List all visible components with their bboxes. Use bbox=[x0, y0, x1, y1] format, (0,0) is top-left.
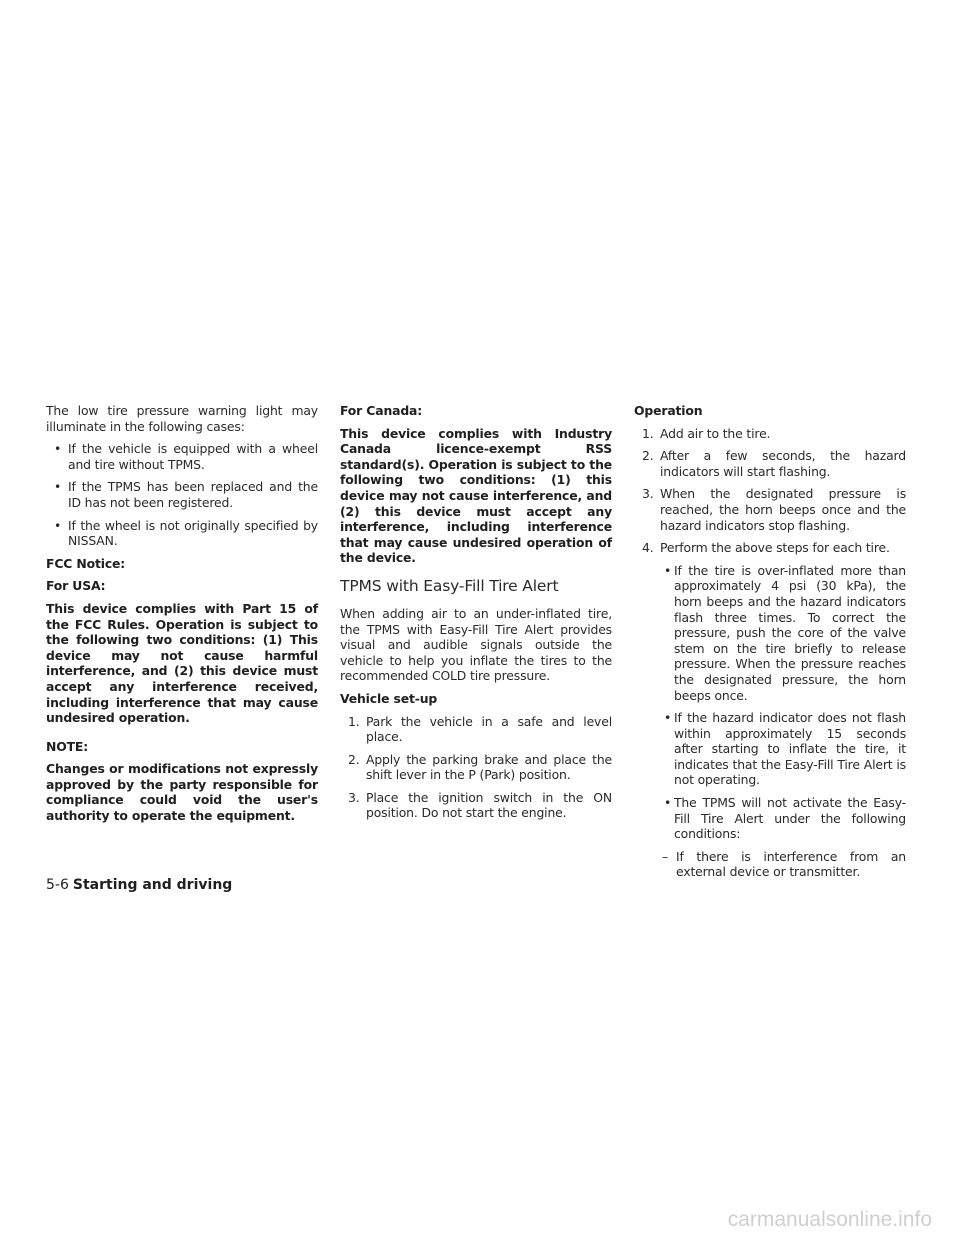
for-usa-heading: For USA: bbox=[46, 578, 106, 594]
dash-marker: – bbox=[662, 848, 669, 864]
list-item bbox=[634, 563, 906, 703]
canada-statement: This device complies with Industry Canada licence-exempt RSS standard(s). Operation is subject to the following two conditions: (1) this device may not cause interference, and (2) this device must accept any interference, including interference that may cause undesired operation of the device. bbox=[340, 425, 612, 566]
right-column bbox=[634, 403, 906, 887]
fcc-notice-heading: FCC Notice: bbox=[46, 555, 126, 571]
bullet-marker: • bbox=[664, 795, 672, 811]
list-item bbox=[46, 518, 318, 549]
watermark: carmanualsonline.info bbox=[727, 1208, 932, 1231]
setup-heading: Vehicle set-up bbox=[340, 690, 438, 706]
step-text: Apply the parking brake and place the shift lever in the P (Park) position. bbox=[366, 751, 612, 783]
step-text: Place the ignition switch in the ON position. Do not start the engine. bbox=[366, 789, 612, 821]
bullet-marker: • bbox=[54, 517, 62, 533]
chapter-title: Starting and driving bbox=[72, 877, 233, 893]
step-text: Perform the above steps for each tire. bbox=[660, 540, 890, 556]
step-number: 4. bbox=[642, 540, 654, 556]
section-intro: When adding air to an under-inflated tire, the TPMS with Easy-Fill Tire Alert provides visual and audible signals outside the vehicle to help you inflate the tires to the recommended COLD tire pressure. bbox=[340, 605, 612, 684]
list-item bbox=[46, 479, 318, 510]
step-number: 1. bbox=[642, 425, 654, 441]
list-item bbox=[46, 441, 318, 472]
setup-step bbox=[340, 790, 612, 821]
bullet-marker: • bbox=[54, 441, 62, 457]
note-heading: NOTE: bbox=[46, 738, 89, 754]
step-number: 1. bbox=[348, 713, 360, 729]
list-item-text: The TPMS will not activate the Easy-Fill Tire Alert under the following conditions: bbox=[674, 795, 906, 842]
step-text: Add air to the tire. bbox=[660, 425, 771, 441]
page-number: 5-6 bbox=[46, 877, 69, 893]
step-number: 3. bbox=[348, 789, 360, 805]
list-item-text: If the wheel is not originally specified by NISSAN. bbox=[68, 517, 318, 549]
step-text: Park the vehicle in a safe and level place. bbox=[366, 713, 612, 745]
for-canada-heading: For Canada: bbox=[340, 403, 423, 418]
setup-step bbox=[340, 714, 612, 745]
operation-step bbox=[634, 448, 906, 479]
list-item-text: If the TPMS has been replaced and the ID has not been registered. bbox=[68, 479, 318, 510]
list-item-text: If the vehicle is equipped with a wheel and tire without TPMS. bbox=[68, 441, 318, 472]
operation-step bbox=[634, 540, 906, 556]
setup-step bbox=[340, 752, 612, 783]
operation-heading: Operation bbox=[634, 403, 703, 418]
intro-paragraph: The low tire pressure warning light may illuminate in the following cases: bbox=[46, 403, 318, 434]
note-text: Changes or modifications not expressly approved by the party responsible for compliance could void the user's authority to operate the equipment. bbox=[46, 761, 318, 824]
bullet-marker: • bbox=[54, 479, 62, 495]
step-text: When the designated pressure is reached, the horn beeps once and the hazard indicators stop flashing. bbox=[660, 486, 906, 533]
step-number: 3. bbox=[642, 486, 654, 502]
list-item bbox=[634, 849, 906, 880]
step-number: 2. bbox=[348, 751, 360, 767]
list-item-text: If the tire is over-inflated more than approximately 4 psi (30 kPa), the horn beeps and the hazard indicators flash three times. To correct the pressure, push the core of the valve stem on the tire briefly to release pressure. When the pressure reaches the designated pressure, the horn beeps once. bbox=[674, 562, 906, 703]
section-title: TPMS with Easy-Fill Tire Alert bbox=[340, 576, 559, 595]
operation-step bbox=[634, 486, 906, 533]
list-item bbox=[634, 795, 906, 842]
usa-statement: This device complies with Part 15 of the FCC Rules. Operation is subject to the following two conditions: (1) This device may not cause harmful interference, and (2) this device must accept any interference received, including interference that may cause undesired operation. bbox=[46, 600, 318, 726]
middle-column bbox=[340, 403, 612, 828]
list-item bbox=[634, 710, 906, 788]
step-number: 2. bbox=[642, 448, 654, 464]
bullet-marker: • bbox=[664, 562, 672, 578]
list-item-text: If there is interference from an external device or transmitter. bbox=[676, 848, 906, 880]
left-column bbox=[46, 403, 318, 831]
operation-step bbox=[634, 426, 906, 442]
step-text: After a few seconds, the hazard indicators will start flashing. bbox=[660, 448, 906, 479]
list-item-text: If the hazard indicator does not flash within approximately 15 seconds after starting to inflate the tire, it indicates that the Easy-Fill Tire Alert is not operating. bbox=[674, 710, 906, 788]
page-footer bbox=[46, 876, 232, 894]
bullet-marker: • bbox=[664, 710, 672, 726]
